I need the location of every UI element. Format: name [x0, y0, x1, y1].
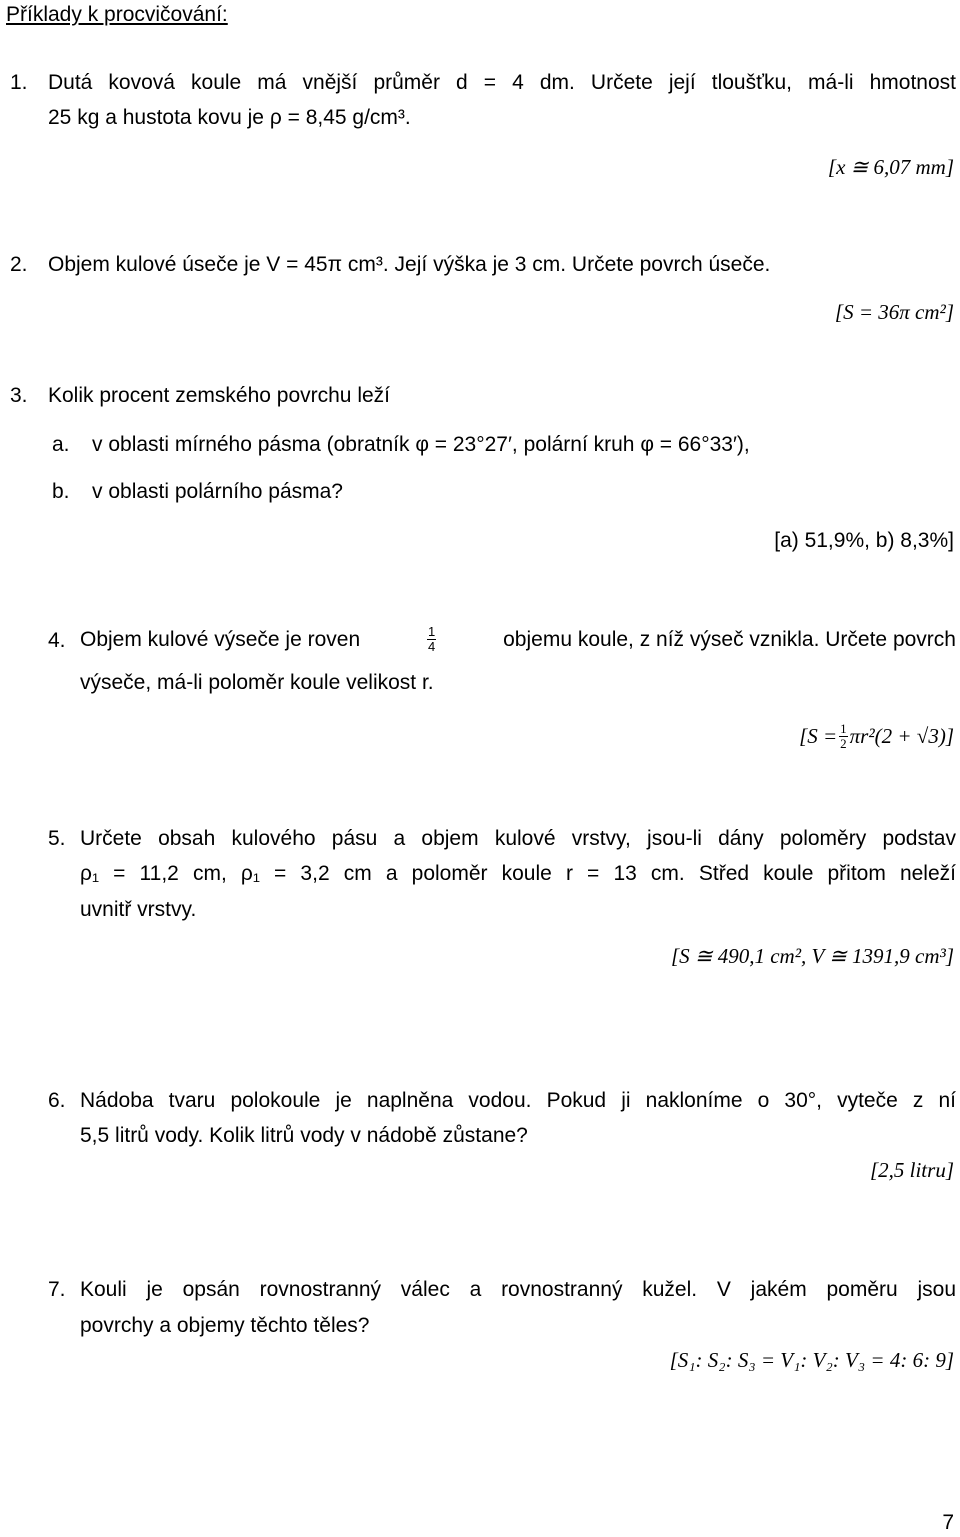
problem-text-line: Dutá kovová koule má vnější průměr d = 4 dm. Určete její tloušťku, má-li hmotnost — [48, 71, 956, 94]
fraction-numerator: 1 — [428, 623, 436, 639]
problem-text-line: ρ₁ = 11,2 cm, ρ₁ = 3,2 cm a poloměr koule r = 13 cm. Střed koule přitom neleží — [80, 862, 956, 885]
problem-number: 3. — [10, 384, 28, 407]
problem-answer: [a) 51,9%, b) 8,3%] — [774, 529, 954, 552]
problem-text-line: Kolik procent zemského povrchu leží — [48, 384, 390, 407]
text-before-fraction: Objem kulové výseče je roven — [80, 627, 361, 651]
problem-number: 6. — [48, 1089, 66, 1112]
problem-number: 4. — [48, 629, 66, 652]
subitem-text: v oblasti polárního pásma? — [92, 480, 343, 503]
subitem-text: v oblasti mírného pásma (obratník φ = 23°27′, polární kruh φ = 66°33′), — [92, 433, 750, 456]
fraction-denominator: 2 — [840, 735, 847, 751]
problem-answer: [x ≅ 6,07 mm] — [827, 155, 954, 179]
problem-number: 2. — [10, 253, 28, 276]
problem-text-line: Objem kulové úseče je V = 45π cm³. Její výška je 3 cm. Určete povrch úseče. — [48, 253, 771, 276]
problem-number: 1. — [10, 71, 28, 94]
answer-after-fraction: πr²(2 + √3)] — [849, 723, 954, 748]
problem-text-line: 25 kg a hustota kovu je ρ = 8,45 g/cm³. — [48, 106, 411, 129]
problem-number: 5. — [48, 827, 66, 850]
text-after-fraction: objemu koule, z níž výseč vznikla. Určete povrch — [503, 627, 956, 651]
problem-text-line: uvnitř vrstvy. — [80, 898, 197, 921]
problem-answer — [799, 716, 954, 756]
problem-text-line: Kouli je opsán rovnostranný válec a rovnostranný kužel. V jakém poměru jsou — [80, 1278, 956, 1301]
problem-text-line: povrchy a objemy těchto těles? — [80, 1314, 370, 1337]
fraction-denominator: 4 — [428, 638, 436, 654]
problem-text-line: Určete obsah kulového pásu a objem kulové vrstvy, jsou-li dány poloměry podstav — [80, 827, 956, 850]
problem-answer: [S₁: S₂: S₃ = V₁: V₂: V₃ = 4: 6: 9] — [669, 1348, 954, 1372]
page-number: 7 — [942, 1511, 954, 1534]
subitem-label: a. — [52, 433, 70, 456]
problem-answer: [S ≅ 490,1 cm², V ≅ 1391,9 cm³] — [670, 944, 954, 968]
problem-text-line: výseče, má-li poloměr koule velikost r. — [80, 671, 434, 694]
problem-text-line — [80, 620, 956, 658]
problem-number: 7. — [48, 1278, 66, 1301]
page-heading: Příklady k procvičování: — [6, 3, 228, 26]
problem-text-line: Nádoba tvaru polokoule je naplněna vodou. Pokud ji nakloníme o 30°, vyteče z ní — [80, 1089, 956, 1112]
problem-answer: [2,5 litru] — [869, 1158, 954, 1182]
fraction-one-quarter — [427, 625, 436, 653]
fraction-numerator: 1 — [840, 720, 847, 736]
answer-before-fraction: [S = — [799, 723, 838, 748]
problem-text-line: 5,5 litrů vody. Kolik litrů vody v nádobě zůstane? — [80, 1124, 528, 1147]
fraction-one-half — [839, 722, 848, 750]
subitem-label: b. — [52, 480, 70, 503]
problem-answer: [S = 36π cm²] — [834, 300, 954, 324]
